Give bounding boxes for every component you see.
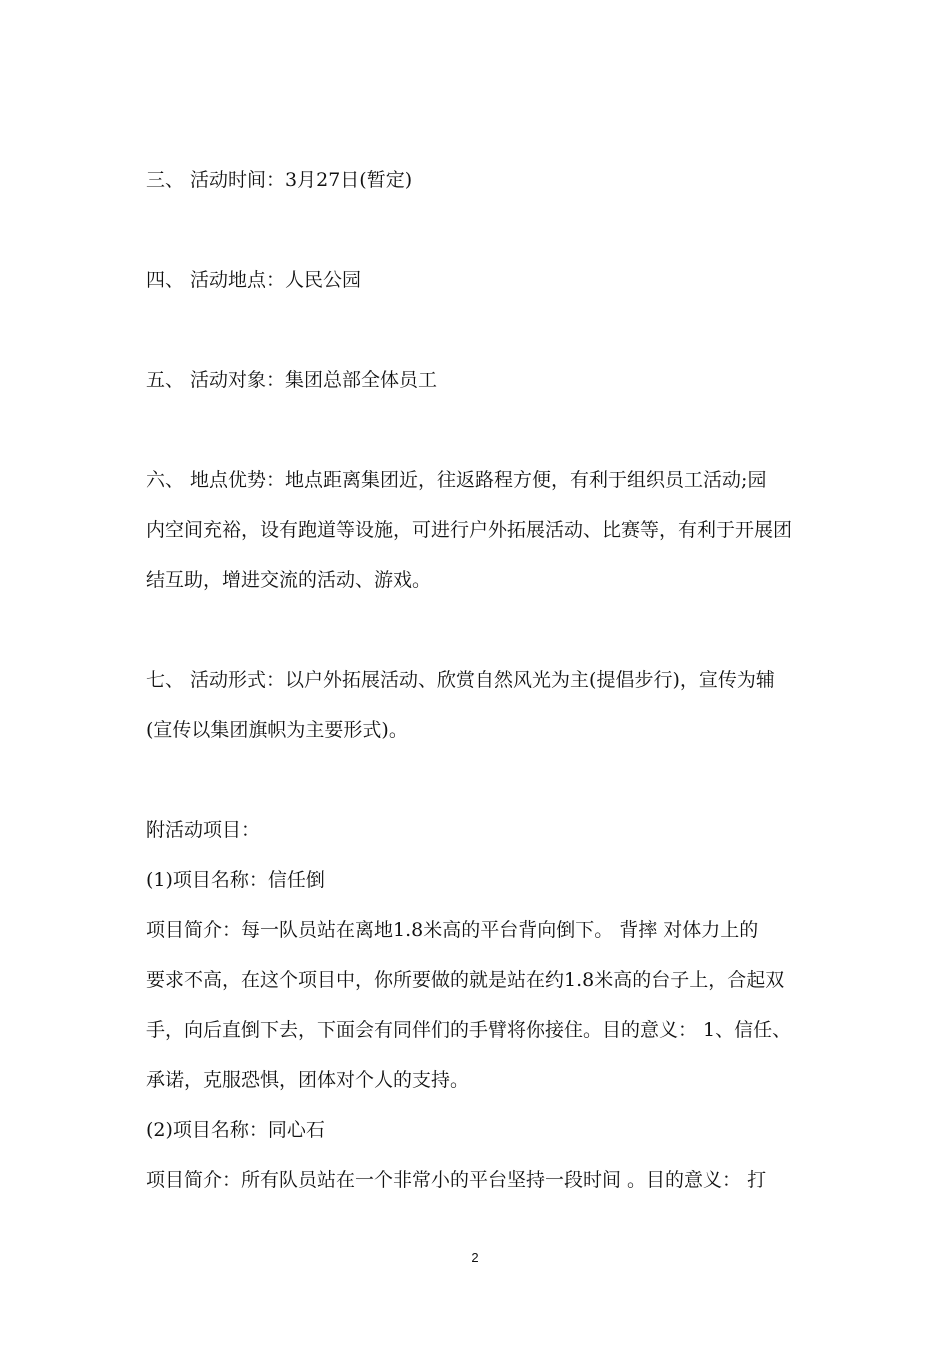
text-line-project-1-desc-4: 承诺，克服恐惧，团体对个人的支持。 [146, 1069, 470, 1091]
text-line-project-2-desc-1: 项目简介：所有队员站在一个非常小的平台坚持一段时间 。目的意义： 打 [146, 1169, 767, 1191]
text-line-advantage-2: 内空间充裕，设有跑道等设施，可进行户外拓展活动、比赛等，有利于开展团 [146, 519, 793, 541]
text-line-project-1-name: (1)项目名称：信任倒 [146, 869, 325, 891]
page-number: 2 [471, 1250, 479, 1265]
text-line-project-1-desc-3: 手，向后直倒下去，下面会有同伴们的手臂将你接住。目的意义： 1、信任、 [146, 1019, 792, 1041]
text-line-project-1-desc-1: 项目简介：每一队员站在离地1.8米高的平台背向倒下。 背摔 对体力上的 [146, 919, 759, 941]
text-line-advantage-3: 结互助，增进交流的活动、游戏。 [146, 569, 432, 591]
text-line-location: 四、 活动地点：人民公园 [146, 269, 362, 291]
text-line-participants: 五、 活动对象：集团总部全体员工 [146, 369, 438, 391]
text-line-project-2-name: (2)项目名称：同心石 [146, 1119, 325, 1141]
text-line-advantage-1: 六、 地点优势：地点距离集团近，往返路程方便，有利于组织员工活动;园 [146, 469, 767, 491]
text-line-format-2: (宣传以集团旗帜为主要形式)。 [146, 719, 408, 741]
text-line-format-1: 七、 活动形式：以户外拓展活动、欣赏自然风光为主(提倡步行)，宣传为辅 [146, 669, 775, 691]
text-line-project-1-desc-2: 要求不高，在这个项目中，你所要做的就是站在约1.8米高的台子上，合起双 [146, 969, 785, 991]
text-line-appendix-title: 附活动项目： [146, 819, 261, 841]
text-line-time: 三、 活动时间：3月27日(暂定) [146, 169, 413, 191]
